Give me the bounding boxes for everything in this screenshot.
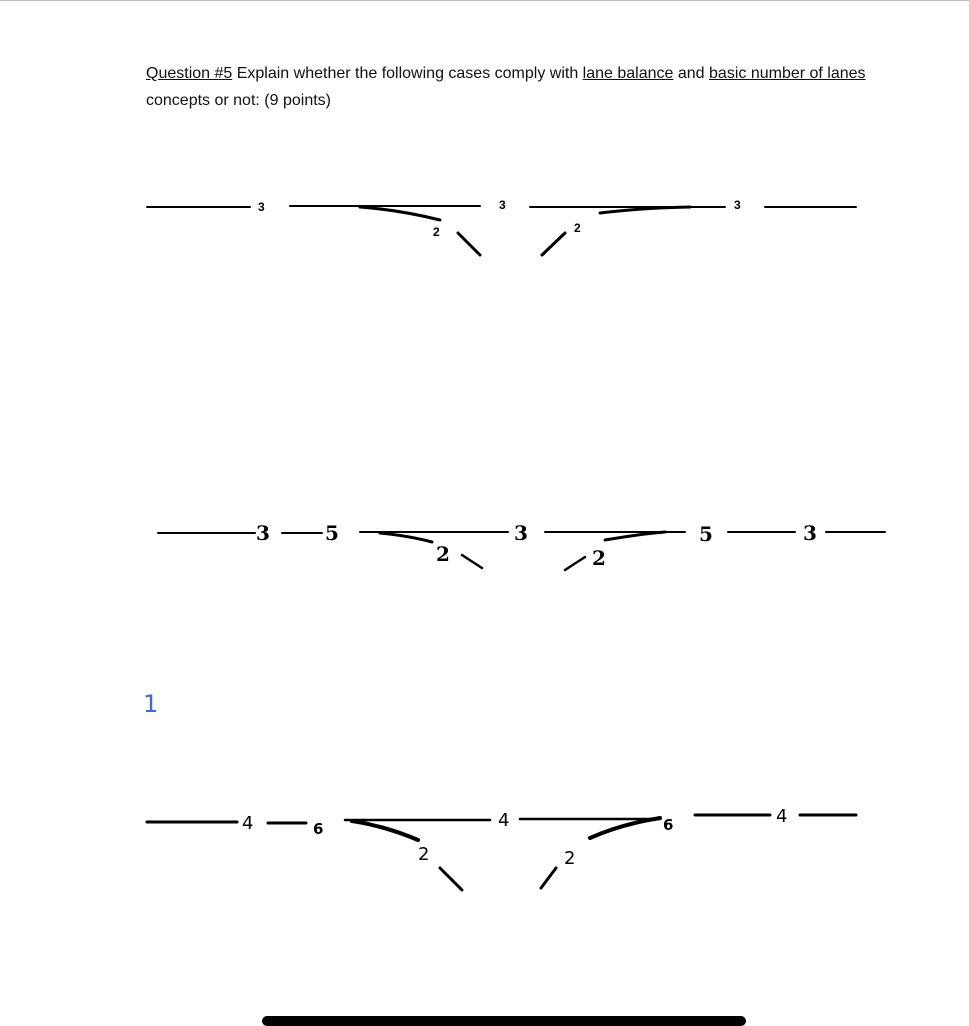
lane-count-label: 5 [699, 522, 713, 546]
term-basic-number-of-lanes: basic number of lanes [709, 65, 866, 82]
lane-count-label: 2 [574, 221, 581, 235]
off-ramp [462, 555, 482, 568]
lane-count-label: 2 [418, 844, 430, 865]
lane-count-label: 3 [256, 521, 270, 545]
off-ramp [440, 868, 462, 890]
lane-count-label: 4 [776, 806, 788, 827]
lane-count-label: 2 [436, 542, 450, 566]
lane-count-label: 3 [803, 521, 817, 545]
merge-taper [605, 532, 665, 540]
case-1-diagram [147, 206, 856, 255]
diverge-taper [380, 533, 432, 542]
off-ramp [458, 233, 480, 255]
question-text-part-3: concepts or not: (9 points) [146, 92, 331, 109]
question-text-part-1: Explain whether the following cases comply with [232, 65, 583, 82]
on-ramp [565, 557, 585, 570]
lane-count-label: 2 [592, 546, 606, 570]
term-lane-balance: lane balance [582, 65, 674, 82]
text-cursor: 1 [143, 690, 159, 718]
on-ramp [542, 233, 565, 255]
lane-count-label: 4 [242, 813, 254, 834]
question-label: Question #5 [146, 65, 233, 82]
lane-count-label: 3 [499, 198, 506, 212]
lane-count-label: 2 [564, 848, 576, 869]
lane-count-label: 3 [514, 521, 528, 545]
merge-taper [590, 818, 660, 838]
lane-count-label: 4 [498, 810, 510, 831]
diverge-taper [360, 207, 440, 220]
diverge-taper [352, 821, 418, 840]
question-text-part-2: and [673, 65, 710, 82]
lane-count-label: 3 [734, 198, 741, 212]
lane-count-label: 6 [663, 816, 674, 834]
lane-count-label: 3 [258, 200, 265, 214]
lane-count-label: 2 [433, 225, 440, 239]
on-ramp [541, 868, 556, 888]
home-indicator[interactable] [262, 1016, 746, 1026]
lane-count-label: 5 [325, 521, 339, 545]
lane-count-label: 6 [313, 820, 324, 838]
